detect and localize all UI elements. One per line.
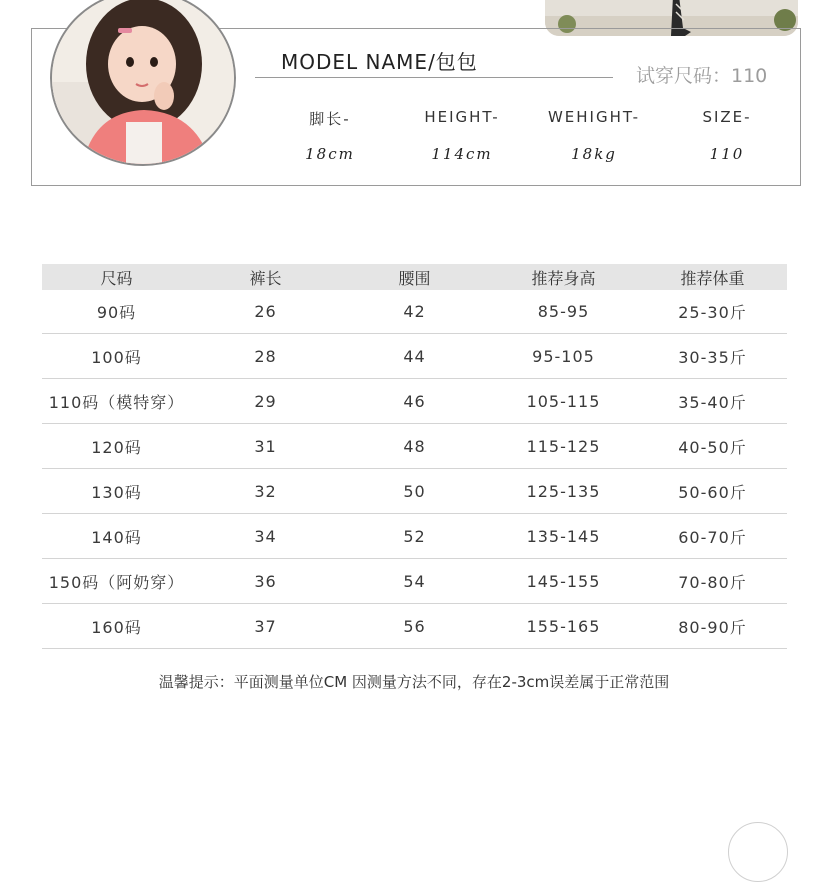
table-row	[42, 379, 787, 424]
cell-recommended-height: 85-95	[537, 302, 590, 321]
table-body	[42, 290, 787, 649]
cell-waist: 54	[403, 571, 426, 591]
header-recommended-weight: 推荐体重	[680, 268, 745, 288]
size-chart-table	[42, 264, 787, 649]
header-pant-length: 裤长	[249, 268, 282, 288]
cell-waist: 42	[403, 302, 426, 321]
cell-pant-length: 29	[254, 391, 277, 411]
cell-recommended-height: 95-105	[532, 346, 595, 366]
cell-waist: 46	[403, 391, 426, 411]
table-row	[42, 290, 787, 334]
header-size: 尺码	[100, 268, 133, 288]
cell-recommended-height: 155-165	[526, 616, 601, 636]
cell-size: 160码	[91, 617, 142, 637]
header-waist: 腰围	[398, 268, 431, 288]
table-row	[42, 559, 787, 604]
cell-recommended-height: 105-115	[526, 391, 601, 411]
stat-label-size: SIZE-	[702, 108, 752, 126]
header-recommended-height: 推荐身高	[531, 268, 596, 288]
cell-recommended-height: 135-145	[526, 526, 601, 546]
stat-label-weight: WEHIGHT-	[547, 108, 641, 126]
cell-recommended-weight: 30-35斤	[678, 347, 747, 367]
cell-recommended-weight: 35-40斤	[678, 392, 747, 412]
cell-recommended-height: 145-155	[526, 571, 601, 591]
stat-value-weight: 18kg	[571, 145, 617, 163]
table-row	[42, 514, 787, 559]
table-row	[42, 604, 787, 649]
table-row	[42, 469, 787, 514]
cell-size: 90码	[96, 303, 137, 322]
cell-recommended-height: 125-135	[526, 481, 601, 501]
cell-recommended-weight: 25-30斤	[678, 303, 747, 322]
cell-size: 110码（模特穿）	[48, 392, 185, 412]
cell-recommended-weight: 70-80斤	[678, 572, 747, 592]
cell-waist: 44	[403, 346, 426, 366]
cell-recommended-weight: 40-50斤	[678, 437, 747, 457]
model-name: MODEL NAME/包包	[281, 50, 478, 74]
cell-pant-length: 37	[254, 616, 277, 636]
cell-recommended-weight: 60-70斤	[678, 527, 747, 547]
cell-pant-length: 26	[254, 302, 277, 321]
table-row	[42, 334, 787, 379]
footnote: 温馨提示：平面测量单位CM 因测量方法不同，存在2-3cm误差属于正常范围	[158, 673, 670, 691]
cell-size: 120码	[91, 437, 142, 457]
divider	[255, 77, 613, 78]
cell-waist: 56	[403, 616, 426, 636]
cell-recommended-weight: 50-60斤	[678, 482, 747, 502]
cell-size: 150码（阿奶穿）	[48, 572, 185, 592]
cell-pant-length: 31	[254, 436, 277, 456]
stat-value-size: 110	[709, 145, 745, 163]
stat-label-foot-length: 脚长-	[309, 110, 351, 128]
cell-waist: 50	[403, 481, 426, 501]
cell-recommended-weight: 80-90斤	[678, 617, 747, 637]
cell-pant-length: 36	[254, 571, 277, 591]
decorative-circle	[728, 822, 788, 882]
stat-value-foot-length: 18cm	[305, 145, 355, 163]
stat-label-height: HEIGHT-	[424, 108, 500, 126]
cell-waist: 52	[403, 526, 426, 546]
cell-pant-length: 32	[254, 481, 277, 501]
table-header	[42, 264, 787, 290]
trial-size: 试穿尺码：110	[636, 65, 768, 87]
cell-pant-length: 34	[254, 526, 277, 546]
stat-value-height: 114cm	[431, 145, 493, 163]
cell-size: 100码	[91, 347, 142, 367]
cell-waist: 48	[403, 436, 426, 456]
table-row	[42, 424, 787, 469]
cell-size: 130码	[91, 482, 142, 502]
cell-pant-length: 28	[254, 346, 277, 366]
cell-recommended-height: 115-125	[526, 436, 601, 456]
cell-size: 140码	[91, 527, 142, 547]
